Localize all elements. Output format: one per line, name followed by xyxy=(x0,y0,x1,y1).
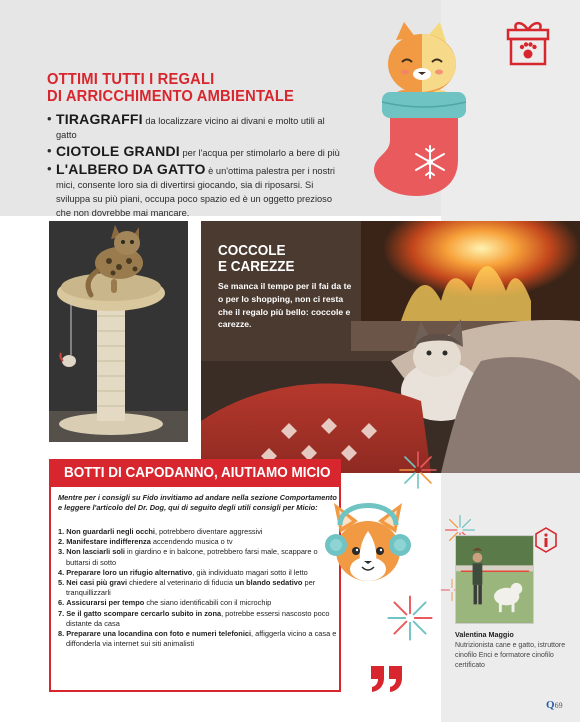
info-icon xyxy=(534,527,558,553)
section-heading xyxy=(47,71,323,105)
tips-list xyxy=(58,527,338,649)
tip-number: 2. xyxy=(58,537,65,547)
tip-text: , affiggerla vicino a casa e diffonderla via internet sui siti animalisti xyxy=(66,629,337,649)
fireworks-banner xyxy=(49,459,341,487)
tip-number: 6. xyxy=(58,598,65,608)
coccole-title xyxy=(218,243,295,275)
list-item xyxy=(58,598,338,608)
cat-tree-photo xyxy=(49,221,188,442)
bullet-title: TIRAGRAFFI xyxy=(56,111,143,127)
tip-bold: Preparare loro un rifugio alternativo xyxy=(66,567,193,577)
list-item xyxy=(58,578,338,598)
author-photo xyxy=(455,535,534,624)
tip-text: , potrebbero diventare aggressivi xyxy=(154,527,263,536)
list-item xyxy=(58,527,338,537)
page-number-prefix: Q xyxy=(546,699,555,711)
bullet-title: CIOTOLE GRANDI xyxy=(56,143,180,159)
list-item xyxy=(47,144,347,160)
fireworks-banner-text: BOTTI DI CAPODANNO, AIUTIAMO MICIO xyxy=(64,464,331,481)
list-item xyxy=(58,537,338,547)
tip-text-2: per tranquillizzarli xyxy=(66,578,316,598)
bullet-text: da localizzare vicino ai divani e molto utili al gatto xyxy=(56,116,325,140)
tip-text: chiedere al veterinario di fiducia xyxy=(127,578,236,588)
gift-paw-icon xyxy=(505,18,551,66)
stocking-cat-illustration xyxy=(360,18,480,198)
tip-number: 5. xyxy=(58,578,65,588)
tip-bold: Manifestare indifferenza xyxy=(66,537,151,547)
coccole-title-line-2: E CAREZZE xyxy=(218,258,295,275)
list-item xyxy=(58,609,338,629)
author-bio: Nutrizionista cane e gatto, istruttore cinofilo Enci e formatore cinofilo certificato xyxy=(455,642,566,669)
tip-text: , potrebbe essersi nascosto poco distante da casa xyxy=(66,608,330,628)
tip-bold: Assicurarsi per tempo xyxy=(66,598,145,608)
page-number-value: 69 xyxy=(554,701,563,710)
list-item xyxy=(58,568,338,578)
list-item xyxy=(58,547,338,567)
heading-line-2: DI ARRICCHIMENTO AMBIENTALE xyxy=(47,88,295,105)
tip-text: , già individuato magari sotto il letto xyxy=(192,567,308,577)
tip-bold: Non guardarli negli occhi xyxy=(66,527,155,536)
heading-line-1: OTTIMI TUTTI I REGALI xyxy=(47,71,215,88)
coccole-title-line-1: COCCOLE xyxy=(218,242,286,259)
tip-bold: Non lasciarli soli xyxy=(66,547,125,557)
tip-bold: Preparare una locandina con foto e numeri telefonici xyxy=(66,629,252,639)
bullet-text: per l'acqua per stimolarlo a bere di più xyxy=(179,148,340,158)
bullet-extra-text: mici, consente loro sia di divertirsi giocando, sia di riposarsi. Si sviluppa su più piani, occupa poco spazio ed è un oggetto prezioso che non dovrebbe mai mancare. xyxy=(56,180,332,218)
tip-text: in giardino e in balcone, potrebbero farsi male, scappare o buttarsi di sotto xyxy=(66,547,318,567)
tip-bold-2: un blando sedativo xyxy=(235,578,303,588)
page-number xyxy=(546,699,563,711)
tip-text: che siano identificabili con il microchip xyxy=(144,598,272,608)
tip-bold: Se il gatto scompare cercarlo subito in zona xyxy=(66,608,222,618)
list-item xyxy=(47,112,347,142)
tip-number: 7. xyxy=(58,608,65,618)
tip-number: 8. xyxy=(58,629,65,639)
list-item xyxy=(47,162,347,220)
tip-number: 4. xyxy=(58,567,65,577)
quote-icon xyxy=(369,664,405,694)
tip-text: accendendo musica o tv xyxy=(150,537,233,547)
bullet-title: L'ALBERO DA GATTO xyxy=(56,161,206,177)
tip-bold: Nei casi più gravi xyxy=(66,578,128,588)
tip-number: 1. xyxy=(58,527,65,536)
author-name: Valentina Maggio xyxy=(455,630,514,639)
fireworks-intro: Mentre per i consigli su Fido invitiamo ad andare nella sezione Comportamento e leggere l'articolo del Dr. Dog, qui di seguito degli utili consigli per Micio: xyxy=(58,493,337,513)
gift-list xyxy=(47,112,347,222)
tip-number: 3. xyxy=(58,547,65,557)
coccole-text: Se manca il tempo per il fai da te o per lo shopping, non ci resta che il regalo più bello: coccole e carezze. xyxy=(218,281,352,330)
list-item xyxy=(58,629,338,649)
bullet-text: è un'ottima palestra per i nostri xyxy=(205,166,335,176)
